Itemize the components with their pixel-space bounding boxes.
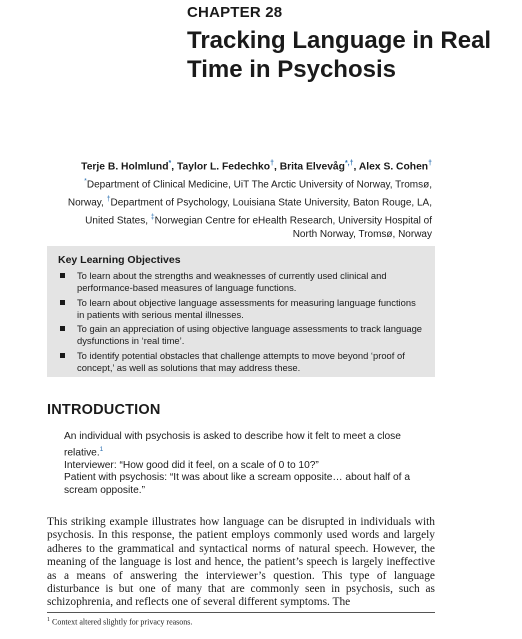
- affiliation-mark: †: [106, 195, 111, 203]
- affiliation-line: [32, 193, 432, 211]
- footnote-reference[interactable]: 1: [99, 445, 104, 453]
- affiliation-text: United States,: [85, 214, 151, 226]
- objective-text: To learn about the strengths and weaknesses of currently used clinical and performance-based measures of language functions.: [77, 270, 387, 294]
- dialogue-quote: [64, 431, 424, 497]
- author-affiliation-mark: *: [168, 160, 172, 167]
- author-separator: ,: [273, 161, 280, 173]
- body-paragraph: This striking example illustrates how language can be disrupted in individuals with psychosis. In this response, the patient employs commonly used words and largely adheres to the grammatical and syntactical norms of natural speech. However, the meaning of the language is lost and hence, the patient’s speech is largely ineffective as a means of answering the interviewer’s question. This type of language disturbance is but one of many that are commonly seen in psychosis, such as schizophrenia, and reflects one of several different symptoms. The: [47, 516, 435, 609]
- chapter-title: [187, 26, 522, 84]
- affiliations: [32, 175, 432, 243]
- footnote-mark: 1: [47, 617, 50, 623]
- author-separator: ,: [171, 161, 177, 173]
- key-learning-objectives-box: [47, 246, 435, 377]
- footnote-text: Context altered slightly for privacy reasons.: [50, 617, 193, 627]
- square-bullet-icon: [60, 353, 65, 358]
- objectives-list: [58, 270, 425, 374]
- objective-text: To identify potential obstacles that challenge attempts to move beyond ‘proof of concept,’ as well as solutions that may address these.: [77, 349, 405, 374]
- author-list: [81, 160, 432, 172]
- square-bullet-icon: [60, 326, 65, 331]
- affiliation-line: [32, 175, 432, 193]
- author-affiliation-mark: †: [270, 160, 274, 167]
- author-affiliation-mark: †: [428, 160, 432, 167]
- square-bullet-icon: [60, 273, 65, 278]
- affiliation-text: Department of Psychology, Louisiana State University, Baton Rouge, LA,: [110, 197, 432, 209]
- objective-item: [58, 350, 425, 375]
- affiliation-mark: *: [84, 178, 87, 185]
- author-separator: ,: [353, 161, 359, 173]
- footnote: [47, 617, 192, 627]
- objective-text: To gain an appreciation of using objective language assessments to track language dysfunctions in ‘real time’.: [77, 323, 423, 347]
- footnote-divider: [47, 612, 435, 613]
- quote-line: Patient with psychosis: “It was about like a scream opposite… about half of a scream opposite.”: [64, 472, 410, 496]
- objective-item: [58, 323, 425, 348]
- affiliation-line: North Norway, Tromsø, Norway: [292, 229, 432, 241]
- author-name: Taylor L. Fedechko: [176, 161, 271, 173]
- affiliation-mark: ‡: [150, 213, 155, 221]
- quote-line: Interviewer: “How good did it feel, on a scale of 0 to 10?”: [64, 459, 319, 471]
- author-name: Alex S. Cohen: [358, 161, 429, 173]
- affiliation-text: Norwegian Centre for eHealth Research, University Hospital of: [154, 214, 432, 226]
- affiliation-text: Norway,: [67, 197, 107, 209]
- section-heading-introduction: INTRODUCTION: [47, 402, 161, 418]
- author-affiliation-mark: *,†: [344, 160, 354, 167]
- author-name: Brita Elvevåg: [279, 161, 345, 173]
- square-bullet-icon: [60, 300, 65, 305]
- quote-text: An individual with psychosis is asked to describe how it felt to meet a close relative.: [64, 431, 401, 458]
- objectives-title: Key Learning Objectives: [58, 254, 181, 266]
- affiliation-line: [32, 211, 432, 229]
- quote-line: [64, 431, 424, 460]
- chapter-label: CHAPTER 28: [187, 4, 283, 21]
- objective-text: To learn about objective language assessments for measuring language functions in patients with serious mental illnesses.: [77, 296, 416, 320]
- objective-item: [58, 297, 425, 322]
- chapter-title-line-1: Tracking Language in Real: [187, 27, 492, 54]
- chapter-title-line-2: Time in Psychosis: [187, 56, 396, 83]
- objective-item: [58, 270, 425, 295]
- author-name: Terje B. Holmlund: [81, 161, 169, 173]
- affiliation-text: Department of Clinical Medicine, UiT The Arctic University of Norway, Tromsø,: [86, 179, 432, 191]
